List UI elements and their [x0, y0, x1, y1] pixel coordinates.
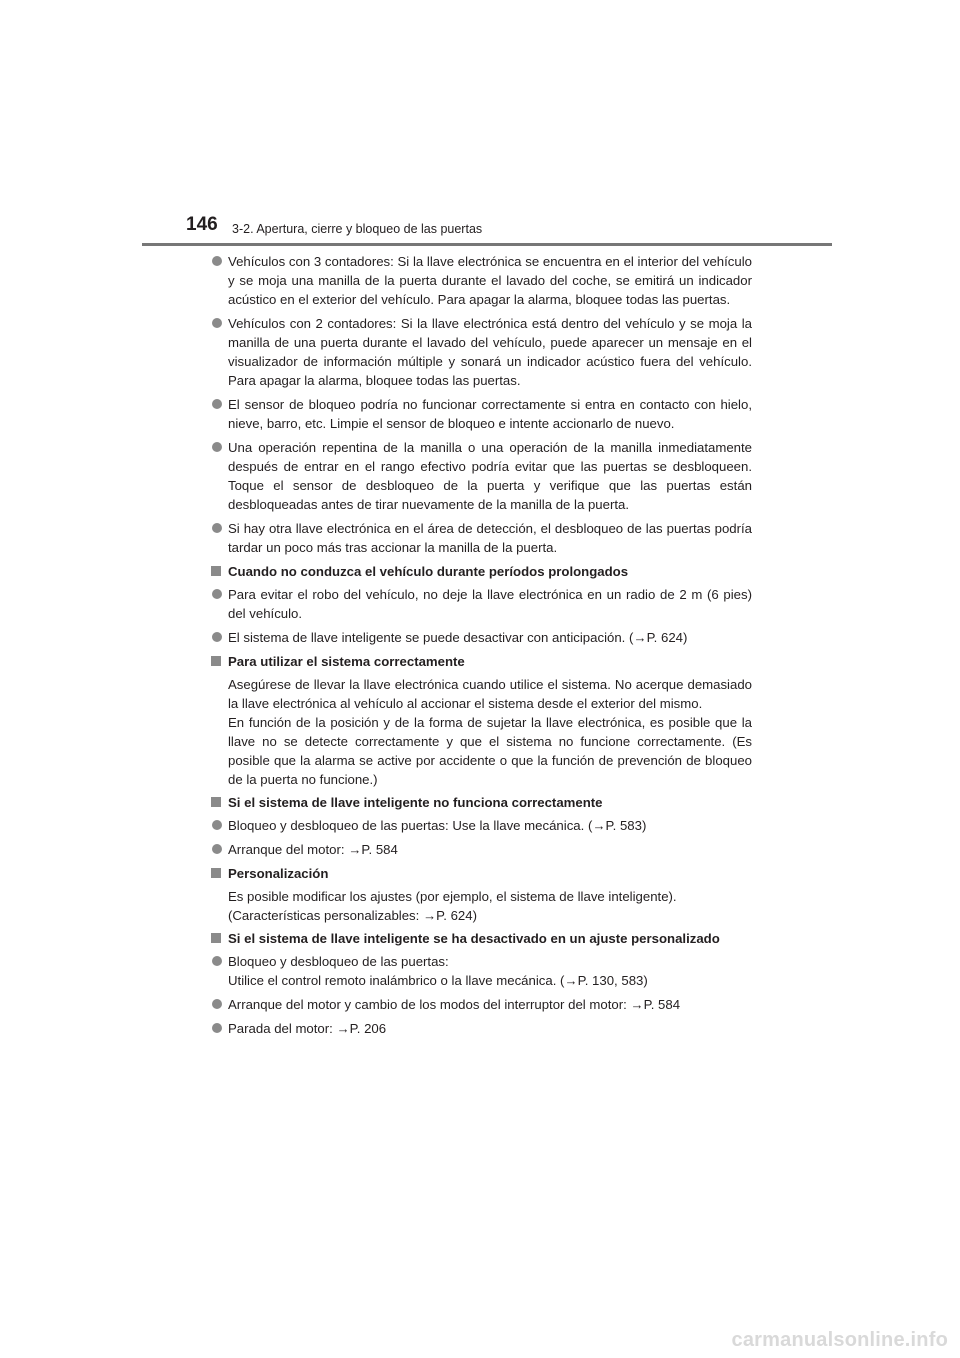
section-heading: Para utilizar el sistema correctamente	[210, 652, 752, 671]
paragraph: Es posible modificar los ajustes (por ejemplo, el sistema de llave inteligente). (Características personalizables: →P. 624)	[228, 889, 677, 923]
list-item: Si hay otra llave electrónica en el área de detección, el desbloqueo de las puertas podría tardar un poco más tras accionar la manilla de la puerta.	[210, 519, 752, 557]
square-bullet-icon	[211, 868, 221, 878]
square-bullet-icon	[211, 656, 221, 666]
bullet-icon	[212, 442, 222, 452]
header-rule	[142, 243, 832, 246]
bullet-icon	[212, 820, 222, 830]
square-bullet-icon	[211, 566, 221, 576]
bullet-icon	[212, 523, 222, 533]
bullet-icon	[212, 1023, 222, 1033]
bullet-icon	[212, 318, 222, 328]
list-item: El sensor de bloqueo podría no funcionar correctamente si entra en contacto con hielo, nieve, barro, etc. Limpie el sensor de bloqueo e intente accionarlo de nuevo.	[210, 395, 752, 433]
section-heading: Si el sistema de llave inteligente se ha desactivado en un ajuste personalizado	[210, 929, 752, 948]
paragraph: Asegúrese de llevar la llave electrónica cuando utilice el sistema. No acerque demasiado la llave electrónica al vehículo al accionar el sistema desde el exterior del mismo. En función de la posición y de la forma de sujetar la llave electrónica, es posible que la llave no se detecte correctamente y que el sistema no funcione correctamente. (Es posible que la alarma se active por accidente o que la función de prevención de bloqueo de la puerta no funcione.)	[228, 677, 752, 787]
list-item: Vehículos con 3 contadores: Si la llave electrónica se encuentra en el interior del vehículo y se moja una manilla de la puerta durante el lavado del coche, se emitirá un indicador acústico en el exterior del vehículo. Para apagar la alarma, bloquee todas las puertas.	[210, 252, 752, 309]
section-heading: Cuando no conduzca el vehículo durante períodos prolongados	[210, 562, 752, 581]
list-item: El sistema de llave inteligente se puede desactivar con anticipación. (→P. 624)	[210, 628, 752, 647]
section-heading: Si el sistema de llave inteligente no funciona correctamente	[210, 793, 752, 812]
section-heading: Personalización	[210, 864, 752, 883]
bullet-icon	[212, 589, 222, 599]
bullet-icon	[212, 256, 222, 266]
list-item: Para evitar el robo del vehículo, no deje la llave electrónica en un radio de 2 m (6 pies) del vehículo.	[210, 585, 752, 623]
list-item: Arranque del motor y cambio de los modos del interruptor del motor: →P. 584	[210, 995, 752, 1014]
bullet-icon	[212, 844, 222, 854]
bullet-icon	[212, 399, 222, 409]
list-item: Arranque del motor: →P. 584	[210, 840, 752, 859]
square-bullet-icon	[211, 797, 221, 807]
list-item: Bloqueo y desbloqueo de las puertas: Utilice el control remoto inalámbrico o la llave mecánica. (→P. 130, 583)	[210, 952, 752, 990]
watermark: carmanualsonline.info	[731, 1329, 948, 1351]
bullet-icon	[212, 999, 222, 1009]
list-item: Vehículos con 2 contadores: Si la llave electrónica está dentro del vehículo y se moja la manilla de una puerta durante el lavado del vehículo, puede aparecer un mensaje en el visualizador de información múltiple y sonará un indicador acústico fuera del vehículo. Para apagar la alarma, bloquee todas las puertas.	[210, 314, 752, 390]
section-title: 3-2. Apertura, cierre y bloqueo de las puertas	[232, 222, 483, 236]
list-item: Una operación repentina de la manilla o una operación de la manilla inmediatamente después de entrar en el rango efectivo podría evitar que las puertas se desbloqueen. Toque el sensor de desbloqueo de la puerta y verifique que las puertas están desbloqueadas antes de tirar nuevamente de la manilla de la puerta.	[210, 438, 752, 514]
bullet-icon	[212, 956, 222, 966]
page-number: 146	[186, 214, 218, 235]
list-item: Parada del motor: →P. 206	[210, 1019, 752, 1038]
bullet-icon	[212, 632, 222, 642]
square-bullet-icon	[211, 933, 221, 943]
list-item: Bloqueo y desbloqueo de las puertas: Use la llave mecánica. (→P. 583)	[210, 816, 752, 835]
page-content	[210, 252, 752, 1043]
